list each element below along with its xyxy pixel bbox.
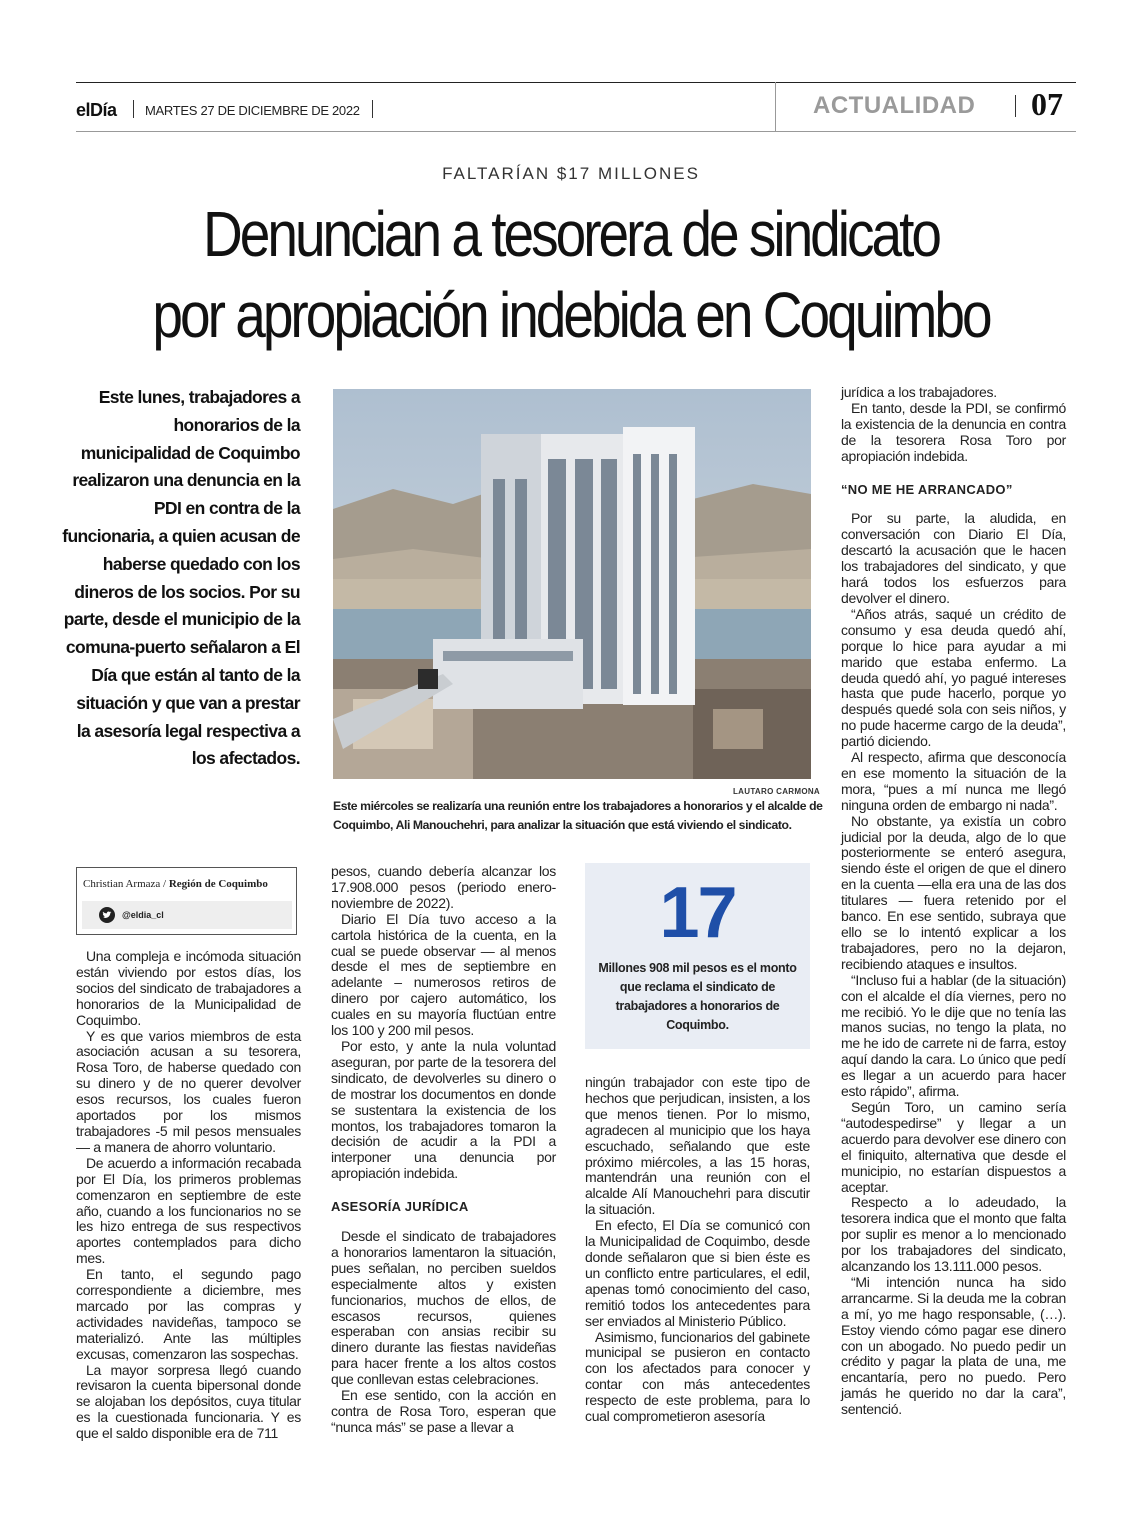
paragraph: En tanto, desde la PDI, se confirmó la existencia de la denuncia en contra de la tesorera Rosa Toro por apropiación indebida.	[841, 399, 1066, 464]
body-column-1	[76, 949, 301, 1442]
header-top-rule	[76, 82, 1076, 83]
paragraph: “Mi intención nunca ha sido arrancarme. Si la deuda me la cobran a mí, yo me hago responsable, (…). Estoy viendo cómo pagar ese dinero con un abogado. No puedo pedir un crédito y pagar la plata de una, me encantaría, pero no puedo. Pero jamás he querido no dar la cara”, sentenció.	[841, 1273, 1066, 1418]
byline-author: Christian Armaza /	[83, 878, 167, 890]
paragraph: Desde el sindicato de trabajadores a honorarios lamentaron la situación, pues señalan, no perciben sueldos especialmente altos y existen funcionarios, muchos de ellos, de escasos recursos, quienes esperaban con ansias recibir su dinero durante las fiestas navideñas para hacer frente a los altos costos que conllevan estas celebraciones.	[331, 1228, 556, 1388]
highlight-box	[585, 863, 810, 1049]
kicker: FALTARÍAN $17 MILLONES	[442, 164, 700, 183]
headline-line-2: por apropiación indebida en Coquimbo	[152, 279, 990, 351]
paragraph: Respecto a lo adeudado, la tesorera indica que el monto que falta por suplir es menor a lo mencionado por los trabajadores del sindicato, alcanzando los 13.111.000 pesos.	[841, 1194, 1066, 1275]
paragraph: En tanto, el segundo pago correspondiente a diciembre, mes marcado por las compras y actividades navideñas, tampoco se materializó. Ante las múltiples excusas, comenzaron las sospechas.	[76, 1266, 301, 1362]
subhead-asesoria: ASESORÍA JURÍDICA	[331, 1199, 469, 1215]
paragraph: Por su parte, la aludida, en conversación con Diario El Día, descartó la acusación que le hacen los trabajadores del sindicato, y que hará todos los esfuerzos para devolver el dinero.	[841, 510, 1066, 606]
masthead-logo: elDía	[76, 100, 117, 120]
header-separator	[133, 100, 134, 118]
header-bottom-rule	[76, 131, 1076, 132]
paragraph: En efecto, El Día se comunicó con la Municipalidad de Coquimbo, desde donde señalaron que si bien éste es un conflicto entre particulares, el edil, apenas tomó conocimiento del caso, remitió todos los antecedentes para ser enviados al Ministerio Público.	[585, 1217, 810, 1329]
photo-caption: Este miércoles se realizaría una reunión entre los trabajadores a honorarios y el alcalde de Coquimbo, Ali Manouchehri, para analizar la situación que está viviendo el sindicato.	[333, 799, 823, 832]
body-column-4	[841, 385, 1066, 1418]
section-name: ACTUALIDAD	[813, 92, 976, 119]
photo-credit: LAUTARO CARMONA	[733, 787, 821, 796]
highlight-text: Millones 908 mil pesos es el monto que reclama el sindicato de trabajadores a honorarios de Coquimbo.	[598, 961, 797, 1032]
paragraph: jurídica a los trabajadores.	[841, 384, 997, 400]
social-handle: @eldia_cl	[122, 910, 164, 920]
body-column-2	[331, 864, 556, 1436]
header-divider	[775, 82, 776, 131]
headline-line-1: Denuncian a tesorera de sindicato	[203, 198, 939, 270]
paragraph: De acuerdo a información recabada por El Día, los primeros problemas comenzaron en septiembre de este año, cuando a los funcionarios no se les hizo entrega de sus respectivos aportes contemplados para dicho mes.	[76, 1154, 301, 1267]
lead-paragraph: Este lunes, trabajadores a honorarios de la municipalidad de Coquimbo realizaron una denuncia en la PDI en contra de la funcionaria, a quien acusan de haberse quedado con los dineros de los socios. Por su parte, desde el municipio de la comuna-puerto señalaron a El Día que están al tanto de la situación y que van a prestar la asesoría legal respectiva a los afectados.	[62, 387, 300, 769]
paragraph: No obstante, ya existía un cobro judicial por la deuda, algo de lo que posteriormente se enteró asegura, siendo éste el origen de que el dinero en la cuenta —ella era una de las dos titulares — fuera retenido por el banco. En ese sentido, subraya que ello se lo intentó explicar a los trabajadores, pero no la dejaron, recibiendo ataques e insultos.	[841, 812, 1066, 972]
paragraph: Y es que varios miembros de esta asociación acusan a su tesorera, Rosa Toro, de haberse quedado con su dinero y de no querer devolver esos recursos, los cuales fueron aportados por los mismos trabajadores -5 mil pesos mensuales — a manera de ahorro voluntario.	[76, 1027, 301, 1155]
paragraph: Al respecto, afirma que desconocía en ese momento la situación de la mora, “pues a mí nunca me llegó ninguna orden de embargo ni nada”.	[841, 749, 1066, 813]
photo-illustration	[333, 389, 811, 779]
paragraph: Diario El Día tuvo acceso a la cartola histórica de la cuenta, en la cual se puede observar — al menos desde el mes de septiembre en adelante – numerosos retiros de dinero por cajero automático, los cuales en su mayoría fluctúan entre los 100 y 200 mil pesos.	[331, 910, 556, 1039]
paragraph: En ese sentido, con la acción en contra de Rosa Toro, esperan que “nunca más” se pase a llevar a	[331, 1387, 556, 1435]
paragraph: Según Toro, un camino sería “autodespedirse” y llegar a un acuerdo para devolver ese dinero con el finiquito, alternativa que desde el municipio, no estarían dispuestos a aceptar.	[841, 1098, 1066, 1195]
paragraph: Por esto, y ante la nula voluntad aseguran, por parte de la tesorera del sindicato, de devolverles su dinero o de mostrar los documentos en donde se sustentara la existencia de los montos, los trabajadores tomaron la decisión de acudir a la PDI a interponer una denuncia por apropiación indebida.	[331, 1037, 556, 1182]
headline	[114, 194, 1027, 356]
twitter-icon	[99, 907, 115, 923]
article-photo	[333, 389, 811, 779]
paragraph: Una compleja e incómoda situación están viviendo por estos días, los socios del sindicato de trabajadores a honorarios de la Municipalidad de Coquimbo.	[76, 948, 301, 1028]
byline-social	[82, 901, 292, 929]
paragraph: Asimismo, funcionarios del gabinete municipal se pusieron en contacto con los afectados para conocer y contar con más antecedentes respecto de este problema, para lo cual comprometieron asesoría	[585, 1328, 810, 1425]
subhead-no-me-he-arrancado: “NO ME HE ARRANCADO”	[841, 481, 1013, 497]
byline-region: Región de Coquimbo	[168, 878, 268, 890]
header-separator	[1015, 95, 1016, 117]
byline-box	[76, 867, 297, 935]
paragraph: La mayor sorpresa llegó cuando revisaron la cuenta bipersonal donde se alojaban los depósitos, cuya titular es la cuestionada funcionaria. Y es que el saldo disponible era de 711	[76, 1361, 301, 1442]
paragraph: “Incluso fui a hablar (de la situación) con el alcalde el día viernes, pero no me recibió. Yo le dije que no tenía las manos sucias, no tengo la plata, no me he ido de carrete ni de farra, estoy aquí dando la cara. Lo único que pedí es llegar a un acuerdo para hacer esto rápido”, afirma.	[841, 971, 1066, 1100]
paragraph: pesos, cuando debería alcanzar los 17.908.000 pesos (periodo enero-noviembre de 2022).	[331, 863, 556, 911]
paragraph: “Años atrás, saqué un crédito de consumo y esa deuda quedó ahí, porque lo hice para ayudar a mi marido que estaba enfermo. La deuda quedó ahí, yo pagué intereses hasta que pude hacerlo, porque yo después quedé sola con seis niños, y no pude hacerme cargo de la deuda”, partió diciendo.	[841, 605, 1066, 750]
header-separator	[372, 100, 373, 118]
byline	[83, 878, 268, 890]
body-column-3	[585, 1075, 810, 1425]
page-number: 07	[1031, 86, 1063, 122]
highlight-number: 17	[659, 873, 736, 953]
issue-date: MARTES 27 DE DICIEMBRE DE 2022	[145, 103, 360, 118]
paragraph: ningún trabajador con este tipo de hechos que perjudican, insisten, a los que menos tienen. Por lo mismo, agradecen al municipio que los haya escuchado, señalando que este próximo miércoles, a las 15 horas, mantendrán una reunión con el alcalde Alí Manouchehri para discutir la situación.	[585, 1074, 810, 1218]
